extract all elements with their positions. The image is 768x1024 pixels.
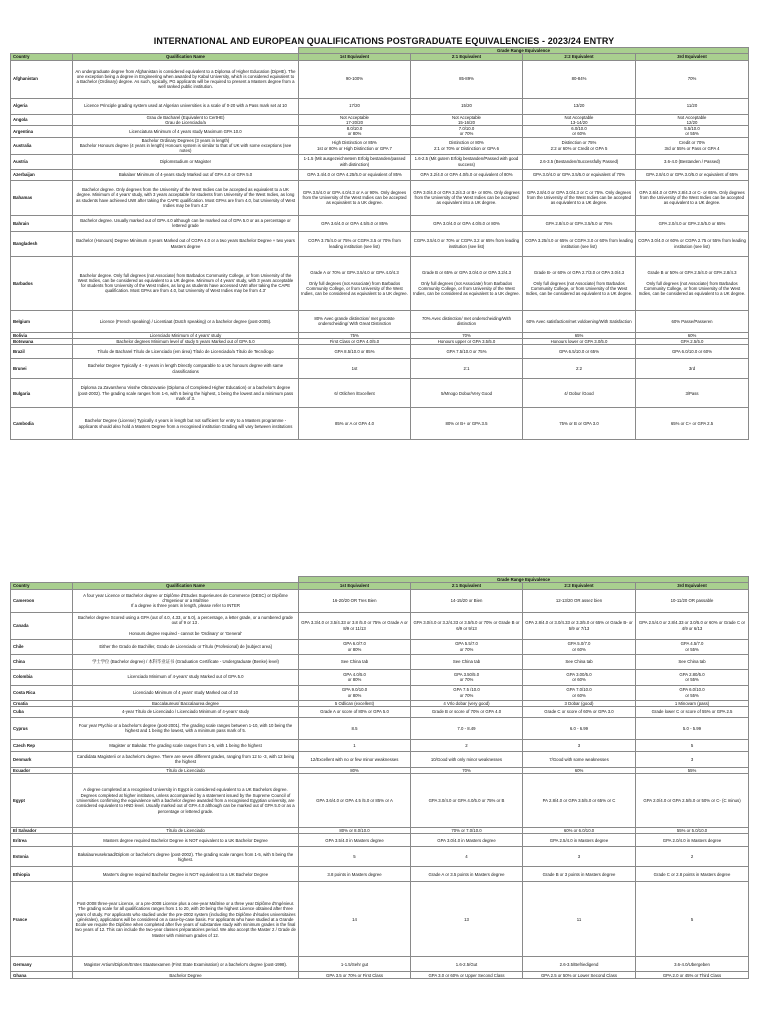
- first-equivalent-cell: First Class or GPA 4.0/5.0: [299, 338, 411, 344]
- col-qualification: Qualification Name: [73, 583, 299, 589]
- table-row: [11, 137, 749, 154]
- country-cell: Angola: [11, 114, 73, 126]
- qualification-cell: Licence (French speaking) / Licentiaat (Dutch speaking) or a bachelor degree (post-2005).: [73, 310, 299, 332]
- table-row: [11, 867, 749, 882]
- third-equivalent-cell: 70%: [636, 60, 749, 98]
- third-equivalent-cell: GPA 2.0 or 45% or Third Class: [636, 972, 749, 979]
- two-one-equivalent-cell: 7.0/10.0 or 70%: [411, 126, 523, 138]
- qualification-cell: Bachelor degree. Usually marked out of GPA 4.0 although can be marked out of GPA 5.0 or as a percentage or lettered grade: [73, 215, 299, 231]
- country-cell: Cuba: [11, 706, 73, 717]
- two-one-equivalent-cell: GPA 3.2/4.0 or GPA 4.0/5.0 or equivalent of 80%: [411, 169, 523, 180]
- third-equivalent-cell: GPA 6.0/10.0 or 55%: [636, 685, 749, 700]
- table-row: [11, 739, 749, 751]
- country-cell: Eritrea: [11, 834, 73, 847]
- two-one-equivalent-cell: GPA 7.5 /10.0 or 70%: [411, 685, 523, 700]
- two-one-equivalent-cell: 15/20: [411, 98, 523, 114]
- first-equivalent-cell: GPA 3.5 or 70% or First Class: [299, 972, 411, 979]
- first-equivalent-cell: GPA 3.5/4.0 in Masters degree: [299, 834, 411, 847]
- two-one-equivalent-cell: GPA 3.0/4.0 or GPA 4.0/5.0 or 80%: [411, 215, 523, 231]
- first-equivalent-cell: GPA 9.0/10.0 or 80%: [299, 685, 411, 700]
- two-one-equivalent-cell: 1.6-2.5/Gut: [411, 957, 523, 972]
- third-equivalent-cell: 55%: [636, 767, 749, 773]
- first-equivalent-cell: 8.5: [299, 717, 411, 739]
- table-row: [11, 957, 749, 972]
- first-equivalent-cell: GPA 3.6/4.0 or GPA 4.5 /5.0 or 85% or A: [299, 774, 411, 828]
- third-equivalent-cell: 11/20: [636, 98, 749, 114]
- two-two-equivalent-cell: 2:2: [523, 359, 636, 379]
- two-one-equivalent-cell: Grade A or 3.5 points in Masters degree: [411, 867, 523, 882]
- third-equivalent-cell: Grade B or 50% or GPA 2.5/4.0 or GPA 2.8/4.3 Only full degrees (not Associate) from Barbados Community College, or from University of the West Indies, can be considered as equivalent to a UK degree.: [636, 256, 749, 310]
- two-two-equivalent-cell: GPA 2.8/4.0 or 3.0/4.33 or 3.3/5.0 or 65% or Grade B- or 5/9 or 7/13: [523, 612, 636, 639]
- third-equivalent-cell: 10-11/20 OR passable: [636, 589, 749, 612]
- first-equivalent-cell: GPA 3.4/4.0 or GPA 4.25/5.0 or equivalent of 85%: [299, 169, 411, 180]
- third-equivalent-cell: 5: [636, 882, 749, 957]
- table-row: [11, 345, 749, 359]
- two-one-equivalent-cell: 70%: [411, 332, 523, 338]
- country-cell: Australia: [11, 137, 73, 154]
- qualification-cell: Bachelor degrees Minimum level of study 5 years Marked out of GPA 5.0: [73, 338, 299, 344]
- two-one-equivalent-cell: 85-89%: [411, 60, 523, 98]
- two-two-equivalent-cell: 7/Good with some weaknesses: [523, 751, 636, 767]
- country-cell: Bahrain: [11, 215, 73, 231]
- two-one-equivalent-cell: 4 Vrlo dobar (very good): [411, 700, 523, 706]
- two-two-equivalent-cell: GPA 2.8/4.0 or GPA 3.5/5.0 or 75%: [523, 215, 636, 231]
- country-cell: Colombia: [11, 669, 73, 685]
- grade-range-header: Grade Range Equivalence: [299, 48, 749, 54]
- country-cell: Brunei: [11, 359, 73, 379]
- first-equivalent-cell: 17/20: [299, 98, 411, 114]
- qualification-cell: Bachelor (Honours) Degree Minimum 4 years Marked out of CGPA 4.0 or a two years Bachelor Degree + two years Masters degree: [73, 231, 299, 256]
- col-country: Country: [11, 583, 73, 589]
- two-two-equivalent-cell: 60%: [523, 767, 636, 773]
- qualification-cell: Bachelor degree Scored using a GPA (out of 4.0, 4.33, or 5.0), a percentage, a letter grade, or a numbered grade out of 9 or 13 . Honours degree required - cannot be 'Ordinary' or 'General': [73, 612, 299, 639]
- col-first: 1st Equivalent: [299, 583, 411, 589]
- qualification-cell: Magister Artium/Diplom/Erstes Staatsexamen (First State Examination) or a bachelor's degree (post-1998).: [73, 957, 299, 972]
- table-row: [11, 882, 749, 957]
- first-equivalent-cell: 12/Excellent with no or few minor weaknesses: [299, 751, 411, 767]
- two-one-equivalent-cell: 14-15/20 or Bien: [411, 589, 523, 612]
- two-one-equivalent-cell: 7.0 - 8.49: [411, 717, 523, 739]
- qualification-cell: Licence Principle grading system used at Algerian universities is a scale of 0-20 with a Pass mark set at 10: [73, 98, 299, 114]
- country-cell: Canada: [11, 612, 73, 639]
- table-row: [11, 589, 749, 612]
- table-row: [11, 310, 749, 332]
- country-cell: Germany: [11, 957, 73, 972]
- two-one-equivalent-cell: GPA 3.0/4.0 or GPA 4.0/5.0 or 75% or B: [411, 774, 523, 828]
- country-cell: Cameroon: [11, 589, 73, 612]
- country-cell: Bangladesh: [11, 231, 73, 256]
- third-equivalent-cell: 55% or 5.0/10.0: [636, 828, 749, 834]
- equivalency-table-page-1: [10, 47, 748, 440]
- country-cell: Bolivia: [11, 332, 73, 338]
- country-cell: El Salvador: [11, 828, 73, 834]
- table-row: [11, 834, 749, 847]
- first-equivalent-cell: 16-20/20 OR Tres Bien: [299, 589, 411, 612]
- country-cell: Azerbaijan: [11, 169, 73, 180]
- third-equivalent-cell: 5.0 - 5.99: [636, 717, 749, 739]
- country-cell: Brazil: [11, 345, 73, 359]
- two-two-equivalent-cell: GPA 2.8/4.0 or GPA 3.0/4.3 or C or 75%. Only degrees from the University of the West Indies can be accepted as equivalent to a UK degree.: [523, 180, 636, 215]
- first-equivalent-cell: 1st: [299, 359, 411, 379]
- two-one-equivalent-cell: 2:1: [411, 359, 523, 379]
- first-equivalent-cell: 5 Odlican (excellent): [299, 700, 411, 706]
- qualification-cell: An undergraduate degree from Afghanistan is considered equivalent to a Diploma of Higher Education (DipHE). The one exception being a degree in Engineering when awarded by Kabul University, which is considered equivalent to a Bachelor (Ordinary) degree. As such, typically, PG applicants will be required to present a Masters degree from a well ranked public institution.: [73, 60, 299, 98]
- qualification-cell: Bachelor Ordinary Degrees (3 years in length) Bachelor Honours degree (4 years in length) Honours system is similar to that of UK with some exceptions (see notes): [73, 137, 299, 154]
- country-cell: Denmark: [11, 751, 73, 767]
- first-equivalent-cell: 80%: [299, 767, 411, 773]
- table-row: [11, 654, 749, 669]
- two-one-equivalent-cell: GPA 3.0/4.0 or 3.2/4.33 or 3.5/5.0 or 70% or Grade B or 6/9 or 9/13: [411, 612, 523, 639]
- two-two-equivalent-cell: Grade C or score of 60% or GPA 3.0: [523, 706, 636, 717]
- qualification-cell: Bachelor Degree Typically 4 - 6 years in length Directly comparable to a UK honours degree with same classifications: [73, 359, 299, 379]
- two-two-equivalent-cell: GPA 3.0/4.0 or GPA 3.5/5.0 or equivalent of 70%: [523, 169, 636, 180]
- country-cell: Cambodia: [11, 408, 73, 440]
- first-equivalent-cell: GPA 4.0/5.0 or 80%: [299, 669, 411, 685]
- third-equivalent-cell: 5.5/10.0 or 55%: [636, 126, 749, 138]
- table-row: [11, 379, 749, 408]
- qualification-cell: Magister or Bakalar. The grading scale ranges from 1-5, with 1 being the highest: [73, 739, 299, 751]
- col-two-two: 2:2 Equivalent: [523, 54, 636, 60]
- two-one-equivalent-cell: GPA 3.0/4.0 in Masters degree: [411, 834, 523, 847]
- first-equivalent-cell: 5: [299, 847, 411, 867]
- third-equivalent-cell: GPA 2.5/4.0 or 2.8/4.33 or 3.0/5.0 or 60% or Grade C or 4/9 or 6/13: [636, 612, 749, 639]
- two-two-equivalent-cell: GPA 5.0/7.0 or 60%: [523, 639, 636, 654]
- two-one-equivalent-cell: GPA 5.5/7.0 or 70%: [411, 639, 523, 654]
- country-cell: Belgium: [11, 310, 73, 332]
- two-one-equivalent-cell: Not Acceptable 15-16/20: [411, 114, 523, 126]
- two-one-equivalent-cell: 70%: [411, 767, 523, 773]
- country-cell: Barbados: [11, 256, 73, 310]
- third-equivalent-cell: Grade lower C or score of 55% or GPA 2.5: [636, 706, 749, 717]
- qualification-cell: Título de Bacharel Título de Licenciado (em área) Título de Licenciado/a Título de Tecnólogo: [73, 345, 299, 359]
- qualification-cell: Masters degree required Bachelor Degree is NOT equivalent to a UK Bachelor Degree: [73, 834, 299, 847]
- third-equivalent-cell: Grade C or 2.8 points in Masters degree: [636, 867, 749, 882]
- third-equivalent-cell: 60%: [636, 332, 749, 338]
- two-one-equivalent-cell: 70% or 7.0/10.0: [411, 828, 523, 834]
- first-equivalent-cell: Grade A or score of 80% or GPA 5.0: [299, 706, 411, 717]
- first-equivalent-cell: GPA 6.0/7.0 or 80%: [299, 639, 411, 654]
- country-cell: Algeria: [11, 98, 73, 114]
- first-equivalent-cell: Grade A or 70% or GPA 3.5/4.0 or GPA 4.0/4.3 Only full degrees (not Associate) from Barbados Community College, or from University of the West Indies, can be considered as equivalent to a UK degree.: [299, 256, 411, 310]
- qualification-cell: Diploma za Zavarsheno Visshe Obrazovanie (Diploma of Completed Higher Education) or a bachelor's degree (post-2002). The grading scale ranges from 1-6, with 6 being the highest, 1 being the lowest and a minimum pass mark of 3.: [73, 379, 299, 408]
- grade-range-header: Grade Range Equivalence: [299, 577, 749, 583]
- qualification-cell: Bakalavr Minimum of 4-years study Marked out of GPA 4.0 or GPA 5.0: [73, 169, 299, 180]
- equivalency-table-page-2: [10, 576, 748, 979]
- third-equivalent-cell: GPA 2.8/4.0 or GPA 3.0/5.0 or equivalent of 65%: [636, 169, 749, 180]
- two-two-equivalent-cell: Distinction or 75% 2:2 or 60% or Credit or GPA 5: [523, 137, 636, 154]
- first-equivalent-cell: 90-100%: [299, 60, 411, 98]
- country-cell: Bahamas: [11, 180, 73, 215]
- first-equivalent-cell: GPA 8.5/10.0 or 85%: [299, 345, 411, 359]
- qualification-cell: A four year Licence or Bachelor degree or Diplôme d'Etudes Superieures de Commerce (DESC) or Diplôme d'Ingenieur or a Maîtrise If a degree is three years in length, please refer to INTER: [73, 589, 299, 612]
- qualification-cell: Bakalaureusekraad/Diplom or bachelor's degree (post-2002). The grading scale ranges from 1-5, with 5 being the highest.: [73, 847, 299, 867]
- third-equivalent-cell: 5: [636, 739, 749, 751]
- qualification-cell: Bachelor Degree: [73, 972, 299, 979]
- two-two-equivalent-cell: 3: [523, 739, 636, 751]
- qualification-cell: Grau de Bacharel (Equivalent to CertHE) Grau de Licenciado/a: [73, 114, 299, 126]
- two-one-equivalent-cell: Grade B or score of 70% or GPA 4.0: [411, 706, 523, 717]
- qualification-cell: Diplomstudium or Magister: [73, 154, 299, 169]
- col-country: Country: [11, 54, 73, 60]
- country-cell: Cyprus: [11, 717, 73, 739]
- country-cell: Croatia: [11, 700, 73, 706]
- table-row: [11, 114, 749, 126]
- two-one-equivalent-cell: 13: [411, 882, 523, 957]
- table-body-1: [11, 60, 749, 440]
- two-two-equivalent-cell: 75% or B or GPA 3.0: [523, 408, 636, 440]
- country-cell: Bulgaria: [11, 379, 73, 408]
- third-equivalent-cell: 3/Pass: [636, 379, 749, 408]
- two-two-equivalent-cell: 60% Avec satisfaction/met voldoening/With Satisfaction: [523, 310, 636, 332]
- country-cell: Ecuador: [11, 767, 73, 773]
- two-two-equivalent-cell: 6.0/10.0 or 60%: [523, 126, 636, 138]
- two-two-equivalent-cell: 12-13/20 OR assez bien: [523, 589, 636, 612]
- table-row: [11, 639, 749, 654]
- two-two-equivalent-cell: 60% or 6.0/10.0: [523, 828, 636, 834]
- table-row: [11, 359, 749, 379]
- first-equivalent-cell: GPA 3.6/4.0 or GPA 4.5/5.0 or 85%: [299, 215, 411, 231]
- two-one-equivalent-cell: GPA 3.0/4.0 or GPA 3.2/4.3 or B+ or 80%. Only degrees from the University of the West Indies can be accepted as equivalent into a UK degree.: [411, 180, 523, 215]
- third-equivalent-cell: 3.6-4.0/Ubergeben: [636, 957, 749, 972]
- col-two-one: 2:1 Equivalent: [411, 54, 523, 60]
- two-two-equivalent-cell: 2.6-3.5 (Bestanden/Successfully Passed): [523, 154, 636, 169]
- table-row: [11, 774, 749, 828]
- table-row: [11, 98, 749, 114]
- country-cell: Argentina: [11, 126, 73, 138]
- table-row: [11, 717, 749, 739]
- first-equivalent-cell: See China tab: [299, 654, 411, 669]
- table-row: [11, 847, 749, 867]
- two-one-equivalent-cell: 70% Avec distinction/ met onderscheiding/With distinction: [411, 310, 523, 332]
- two-one-equivalent-cell: CGPA 3.5/4.0 or 70% or CGPA 3.2 or 65% from leading institution (see list): [411, 231, 523, 256]
- table-row: [11, 706, 749, 717]
- first-equivalent-cell: 80% or 8.0/10.0: [299, 828, 411, 834]
- qualification-cell: Título de Licenciado: [73, 767, 299, 773]
- two-two-equivalent-cell: GPA 6.5/10.0 or 65%: [523, 345, 636, 359]
- two-two-equivalent-cell: CGPA 3.25/4.0 or 65% or CGPA 3.0 or 60% from leading institution (see list): [523, 231, 636, 256]
- third-equivalent-cell: Credit or 70% 3rd or 55% or Pass or GPA 4: [636, 137, 749, 154]
- two-one-equivalent-cell: 2: [411, 739, 523, 751]
- table-row: [11, 215, 749, 231]
- table-row: [11, 60, 749, 98]
- third-equivalent-cell: 65% or C+ or GPA 2.5: [636, 408, 749, 440]
- third-equivalent-cell: 60% Passe/Passeren: [636, 310, 749, 332]
- first-equivalent-cell: 80% Avec grande distinction/ met grootste onderscheiding/ With Great Distinction: [299, 310, 411, 332]
- third-equivalent-cell: 1 Minovarn (pass): [636, 700, 749, 706]
- first-equivalent-cell: 3.8 points in Masters degree: [299, 867, 411, 882]
- first-equivalent-cell: 14: [299, 882, 411, 957]
- qualification-cell: Licenciatura Minimum of 4 years study Maximum GPA 10.0: [73, 126, 299, 138]
- country-cell: France: [11, 882, 73, 957]
- first-equivalent-cell: GPA 3.5/4.0 or GPA 4.0/4.3 or A or 90%. Only degrees from the University of the West Indies can be accepted as equivalent to a UK degree.: [299, 180, 411, 215]
- third-equivalent-cell: 2: [636, 847, 749, 867]
- table-row: [11, 169, 749, 180]
- qualification-cell: Candidata Magisterii or a bachelor's degree. There are seven different grades, ranging from 12 to -3, with 12 being the highest: [73, 751, 299, 767]
- two-one-equivalent-cell: 1.6-2.5 (Mit gutem Erfolg bestanden/Passed with good success): [411, 154, 523, 169]
- two-two-equivalent-cell: GPA 7.0/10.0 or 60%: [523, 685, 636, 700]
- third-equivalent-cell: GPA 2.80/5.0 or 55%: [636, 669, 749, 685]
- first-equivalent-cell: 1-1.5 (Mit ausgezeichnetem Erfolg bestanden/passed with distinction): [299, 154, 411, 169]
- col-third: 3rd Equivalent: [636, 54, 749, 60]
- two-two-equivalent-cell: 2.6-3.5/Befriedigend: [523, 957, 636, 972]
- two-two-equivalent-cell: 13/20: [523, 98, 636, 114]
- qualification-cell: Post-2008 three-year Licence, or a pre-2008 Licence plus a one-year Maîtrise or a three year Diplôme d'Ingénieur. The grading scale for all qualifications ranges from 1 to 20, with 20 being the highest Licence obtained after three years of study. For applicants who studied under the pre-2002 system (including the Diplôme d'études universitaires générales), applications will be considered on a case-by-case basis. For applicants who have studied at a Grande Ecole we require the Diplôme when completed after five years of substantive study with minimum grades in the final two years of 12. This can include the two-year classes préparatoires period. We also accept the Master 2 / Grade de Master with minimum grades of 12.: [73, 882, 299, 957]
- col-third: 3rd Equivalent: [636, 583, 749, 589]
- two-one-equivalent-cell: 5/Mnogo Dobur/Very Good: [411, 379, 523, 408]
- two-two-equivalent-cell: Grade B- or 60% or GPA 2.7/3.0 or GPA 3.0/4.3 Only full degrees (not Associate) from Barbados Community College, or from University of the West Indies, can be considered as equivalent to a UK degree.: [523, 256, 636, 310]
- qualification-cell: Licenciado Minimum of 4 years' study: [73, 332, 299, 338]
- two-two-equivalent-cell: 80-84%: [523, 60, 636, 98]
- two-one-equivalent-cell: 80% or B+ or GPA 3.5: [411, 408, 523, 440]
- third-equivalent-cell: Not Acceptable 12/20: [636, 114, 749, 126]
- table-row: [11, 256, 749, 310]
- first-equivalent-cell: Not Acceptable 17-20/20: [299, 114, 411, 126]
- two-two-equivalent-cell: GPA 2.5/4.0 in Masters degree: [523, 834, 636, 847]
- col-qualification: Qualification Name: [73, 54, 299, 60]
- qualification-cell: Master's degree required Bachelor Degree is NOT equivalent to a UK Bachelor Degree: [73, 867, 299, 882]
- country-cell: Ethiopia: [11, 867, 73, 882]
- qualification-cell: Baccalaureus/ Baccalaurea degree: [73, 700, 299, 706]
- third-equivalent-cell: GPA 2.0/4.0 in Masters degree: [636, 834, 749, 847]
- two-two-equivalent-cell: Not Acceptable 13-14/20: [523, 114, 636, 126]
- qualification-cell: Bachelor Degree (License) Typically 4 years in length but not sufficient for entry to a Masters programme - applicants should also hold a Masters Degree from a recognised institution Grading will vary between institutions: [73, 408, 299, 440]
- two-two-equivalent-cell: PA 2.8/4.0 or GPA 3.5/5.0 or 65% or C: [523, 774, 636, 828]
- two-two-equivalent-cell: 65%: [523, 332, 636, 338]
- table-row: [11, 669, 749, 685]
- table-row: [11, 180, 749, 215]
- country-cell: Egypt: [11, 774, 73, 828]
- two-one-equivalent-cell: 10/Good with only minor weaknesses: [411, 751, 523, 767]
- col-first: 1st Equivalent: [299, 54, 411, 60]
- first-equivalent-cell: 1-1.5/Sehr gut: [299, 957, 411, 972]
- third-equivalent-cell: GPA 4.5/7.0 or 55%: [636, 639, 749, 654]
- table-row: [11, 972, 749, 979]
- two-two-equivalent-cell: See China tab: [523, 654, 636, 669]
- two-two-equivalent-cell: Grade B or 3 points in Masters degree: [523, 867, 636, 882]
- table-body-2: [11, 589, 749, 979]
- country-cell: Costa Rica: [11, 685, 73, 700]
- two-one-equivalent-cell: 4: [411, 847, 523, 867]
- country-cell: China: [11, 654, 73, 669]
- col-two-two: 2:2 Equivalent: [523, 583, 636, 589]
- qualification-cell: 学士学位 (Bachelor degree) / 本科毕业证书 (Graduation Certificate - Undergraduate (Benke) level): [73, 654, 299, 669]
- two-two-equivalent-cell: GPA 3.00/5.0 or 60%: [523, 669, 636, 685]
- two-one-equivalent-cell: Honours upper or GPA 3.5/5.0: [411, 338, 523, 344]
- qualification-cell: Licenciado Minimum of 4-years' study Marked out of GPA 5.0: [73, 669, 299, 685]
- two-one-equivalent-cell: GPA 3.0 or 60% or Upper Second Class: [411, 972, 523, 979]
- first-equivalent-cell: CGPA 3.75/4.0 or 75% or CGPA 3.5 or 70% from leading institution (see list): [299, 231, 411, 256]
- country-cell: Austria: [11, 154, 73, 169]
- first-equivalent-cell: 8.0/10.0 or 80%: [299, 126, 411, 138]
- two-two-equivalent-cell: 4/ Dobur /Good: [523, 379, 636, 408]
- two-two-equivalent-cell: GPA 2.5 or 50% or Lower Second Class: [523, 972, 636, 979]
- third-equivalent-cell: GPA 2.0/4.0 or GPA 2.5/5.0 or 50% or C- (C minus): [636, 774, 749, 828]
- country-cell: Botswana: [11, 338, 73, 344]
- table-row: [11, 408, 749, 440]
- first-equivalent-cell: GPA 3.3/4.0 or 3.5/4.33 or 3.8 /5.0 or 75% or Grade A or 8/9 or 11/13: [299, 612, 411, 639]
- country-cell: Estonia: [11, 847, 73, 867]
- qualification-cell: Four year Ptychio or a bachelor's degree (post-2001). The grading scale ranges between 1-10, with 10 being the highest and 1 being the lowest, with a minimum pass mark of 5.: [73, 717, 299, 739]
- table-row: [11, 126, 749, 138]
- third-equivalent-cell: 3.6-4.0 (Bestanden / Passed): [636, 154, 749, 169]
- col-two-one: 2:1 Equivalent: [411, 583, 523, 589]
- qualification-cell: A degree completed at a recognised University in Egypt is considered equivalent to a UK Bachelors degree. Degrees completed at higher institutes, unless accompanied by a statement issued by the Supreme Council of Universities confirming the equivalence with a bachelor degree awarded from a recognised Egyptian university, are considered equivalent to HND level. Usually marked out of GPA 4.0 although can be marked out of GPA 5.0 or as a percentage or lettered grade.: [73, 774, 299, 828]
- two-two-equivalent-cell: 6.0 - 6.99: [523, 717, 636, 739]
- third-equivalent-cell: GPA 2.0/4.0 or GPA 2.5/5.0 or 65%: [636, 215, 749, 231]
- two-one-equivalent-cell: Grade B or 65% or GPA 3.0/4.0 or GPA 3.2/4.3 Only full degrees (not Associate) from Barbados Community College, or from University of the West Indies, can be considered as equivalent to a UK degree.: [411, 256, 523, 310]
- first-equivalent-cell: High Distinction or 85% 1st or 80% or High Distinction or GPA 7: [299, 137, 411, 154]
- country-cell: Afghanistan: [11, 60, 73, 98]
- table-row: [11, 612, 749, 639]
- table-row: [11, 231, 749, 256]
- country-cell: Ghana: [11, 972, 73, 979]
- third-equivalent-cell: GPA 6.0/10.0 or 60%: [636, 345, 749, 359]
- country-cell: Chile: [11, 639, 73, 654]
- two-one-equivalent-cell: GPA 7.5/10.0 or 75%: [411, 345, 523, 359]
- two-one-equivalent-cell: GPA 3.50/5.0 or 70%: [411, 669, 523, 685]
- third-equivalent-cell: GPA 2.5/5.0: [636, 338, 749, 344]
- qualification-cell: Either the Grado de Bachiller, Grado de Licenciado or Título (Profesional) de [subject area]: [73, 639, 299, 654]
- two-two-equivalent-cell: 3: [523, 847, 636, 867]
- third-equivalent-cell: CGPA 3.0/4.0 or 60% or CGPA 2.75 or 55% from leading institution (see list): [636, 231, 749, 256]
- third-equivalent-cell: See China tab: [636, 654, 749, 669]
- table-row: [11, 685, 749, 700]
- two-two-equivalent-cell: 11: [523, 882, 636, 957]
- third-equivalent-cell: 3rd: [636, 359, 749, 379]
- third-equivalent-cell: 3: [636, 751, 749, 767]
- two-two-equivalent-cell: Honours lower or GPA 3.0/5.0: [523, 338, 636, 344]
- table-row: [11, 154, 749, 169]
- two-one-equivalent-cell: Distinction or 80% 2:1 or 70% or Distinction or GPA 6: [411, 137, 523, 154]
- two-one-equivalent-cell: See China tab: [411, 654, 523, 669]
- qualification-cell: 4-year Título de Licenciado / Licenciado Minimum of 4-years' study: [73, 706, 299, 717]
- two-two-equivalent-cell: 3 Dobar (good): [523, 700, 636, 706]
- first-equivalent-cell: 1: [299, 739, 411, 751]
- first-equivalent-cell: 6/ Otlichen /Excellent: [299, 379, 411, 408]
- qualification-cell: Licenciado Minimum of 4 years' study Marked out of 10: [73, 685, 299, 700]
- page-title: INTERNATIONAL AND EUROPEAN QUALIFICATIONS POSTGRADUATE EQUIVALENCIES - 2023/24 ENTRY: [153, 36, 615, 46]
- qualification-cell: Título de Licenciado: [73, 828, 299, 834]
- first-equivalent-cell: 75%: [299, 332, 411, 338]
- table-row: [11, 751, 749, 767]
- third-equivalent-cell: GPA 2.6/4.0 or GPA 2.8/4.3 or C- or 65%. Only degrees from the University of the West Indies can be accepted as equivalent to a UK degree.: [636, 180, 749, 215]
- qualification-cell: Bachelor degree. Only degrees from the University of the West Indies can be accepted as equivalent to a UK degree. Minimum of 4 years' study, with 3 years acceptable for students from University of the West Indies, as long as students have achieved UWI after taking the CAPE qualification. Most GPAs are from 4.0, but University of West Indies may be from 4.3': [73, 180, 299, 215]
- country-cell: Czech Rep: [11, 739, 73, 751]
- first-equivalent-cell: 85% or A or GPA 4.0: [299, 408, 411, 440]
- qualification-cell: Bachelor degree. Only full degrees (not Associate) from Barbados Community College, or from University of the West Indies, can be considered as equivalent to a UK degree. Minimum of 4 years' study, with 3 years acceptable for students from University of the West Indies, as long as students have accessed UWI after taking the CAPE qualification. Most GPAs are from 4.0, but University of West Indies may be from 4.3': [73, 256, 299, 310]
